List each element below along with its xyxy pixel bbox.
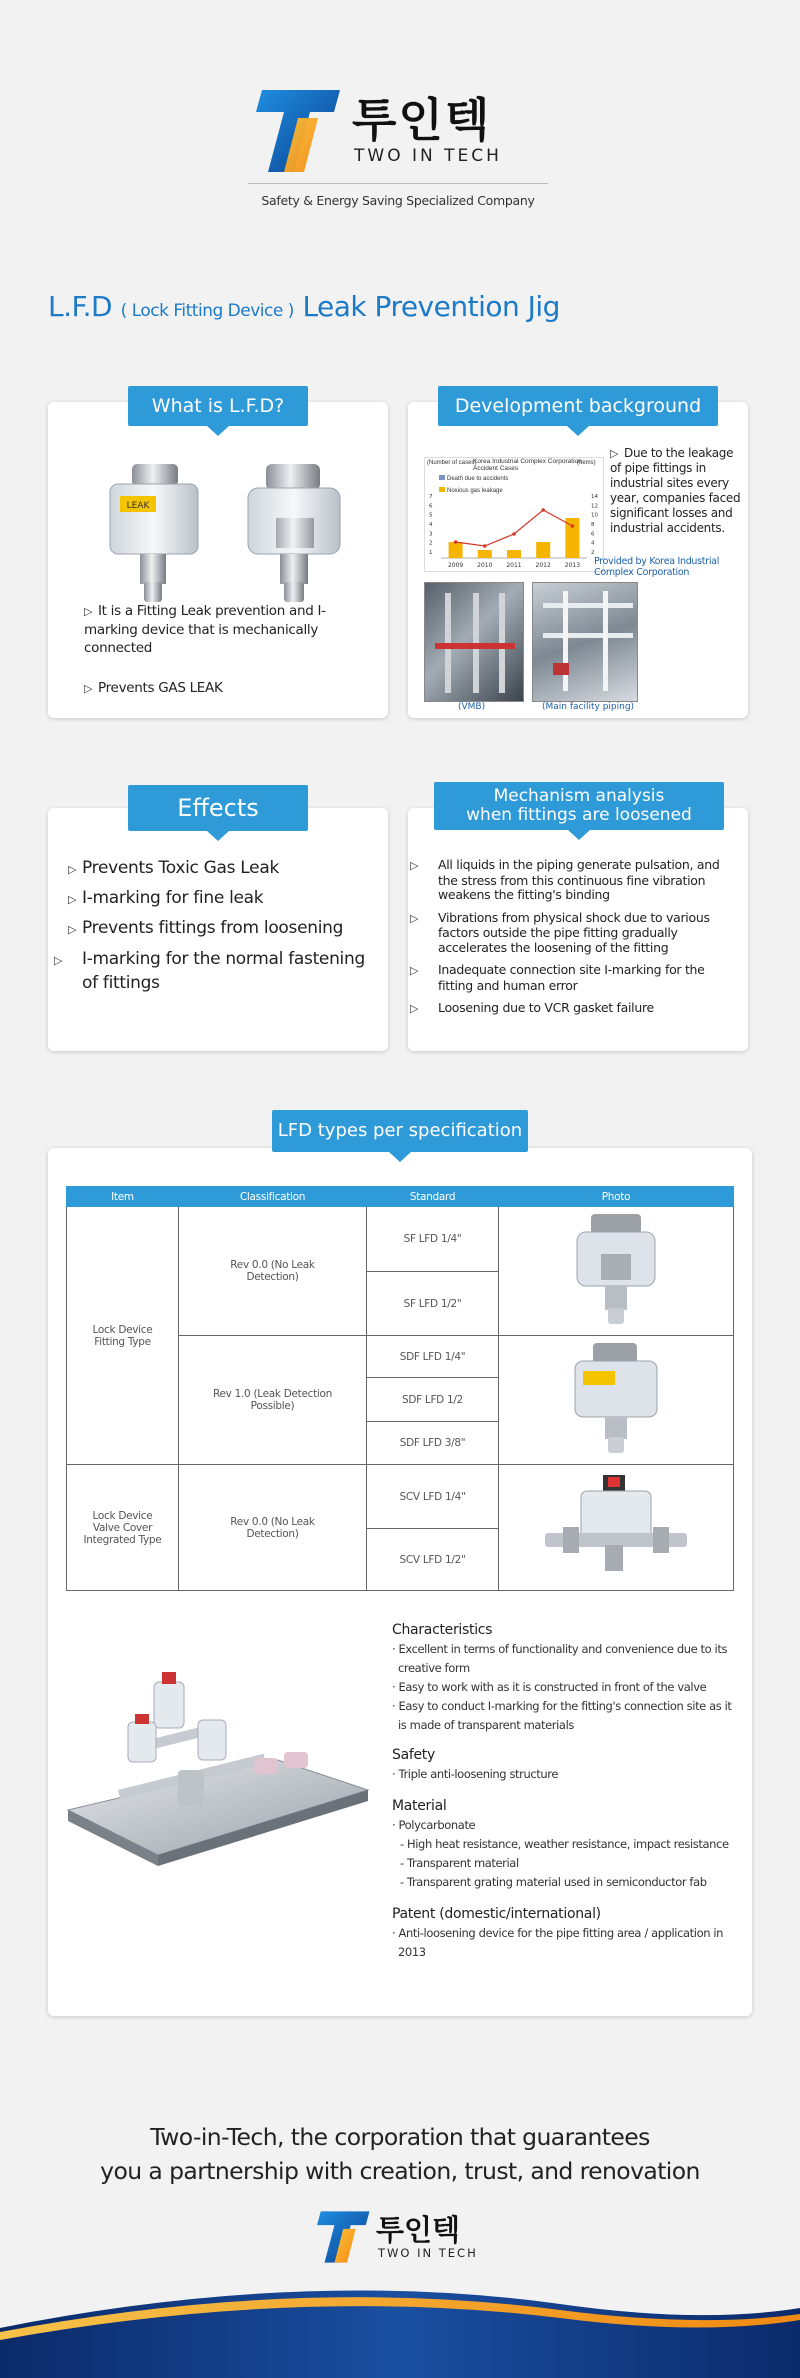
chart-bar: [565, 518, 579, 558]
std-sdf-12: SDF LFD 1/2: [367, 1378, 499, 1422]
std-sdf-14: SDF LFD 1/4": [367, 1336, 499, 1378]
y-tick-right: 10: [591, 512, 598, 519]
chart-bar: [536, 542, 550, 558]
item-valve-cover-type: Lock Device Valve Cover Integrated Type: [67, 1465, 179, 1591]
title-leak-prevention: Leak Prevention Jig: [302, 290, 560, 323]
effects-card: [48, 808, 388, 1051]
sf-lfd-photo: [551, 1210, 681, 1330]
material-item: · Polycarbonate: [392, 1818, 476, 1832]
mechanism-item-1: ▷ All liquids in the piping generate pulsation, and the stress from this continuous fine vibration weakens the fitting's binding: [410, 857, 720, 902]
y-tick-right: 8: [591, 522, 595, 528]
sdf-lfd-photo: [551, 1339, 681, 1459]
chart-bar: [507, 550, 521, 558]
material-item: - Transparent material: [400, 1856, 519, 1870]
footer-wave: [0, 2268, 800, 2378]
y-tick-right: 6: [591, 531, 595, 538]
chart-point: [512, 532, 516, 536]
footer-logo: [312, 2210, 502, 2270]
legend-leak: Noxious gas leakage: [439, 487, 503, 494]
vmb-caption: (VMB): [458, 702, 486, 712]
y-tick-left: 6: [429, 503, 433, 510]
footer-logo-english: TWO IN TECH: [378, 2246, 478, 2260]
y-tick-right: 2: [591, 550, 595, 556]
std-sdf-38: SDF LFD 3/8": [367, 1422, 499, 1465]
char-title: Characteristics: [392, 1622, 493, 1638]
x-tick-label: 2012: [535, 562, 551, 569]
what-card: [48, 402, 388, 718]
chart-bar: [478, 550, 492, 558]
leak-label: LEAK: [126, 501, 150, 511]
y-tick-left: 5: [429, 512, 433, 519]
y-tick-right: 14: [591, 494, 598, 500]
x-tick-label: 2010: [477, 562, 493, 569]
y-tick-left: 1: [429, 550, 433, 556]
patent-item: · Anti-loosening device for the pipe fitting area / application in 2013: [392, 1926, 724, 1959]
material-title: Material: [392, 1798, 447, 1814]
effect-item-4: ▷ I-marking for the normal fastening of fittings: [54, 949, 365, 993]
chart-plot: [425, 458, 605, 573]
th-item: Item: [67, 1187, 179, 1207]
x-tick-label: 2009: [447, 562, 464, 569]
effects-heading: Effects: [128, 785, 308, 831]
th-standard: Standard: [367, 1187, 499, 1207]
char-item: · Easy to work with as it is constructed in front of the valve: [392, 1680, 707, 1694]
safety-title: Safety: [392, 1747, 435, 1763]
table-header-row: [67, 1187, 734, 1207]
y-tick-left: 7: [429, 494, 433, 500]
development-card: [408, 402, 748, 718]
char-item: · Excellent in terms of functionality and convenience due to its creative form: [392, 1642, 728, 1675]
char-item: · Easy to conduct I-marking for the fitting's connection site as it is made of transparent materials: [392, 1699, 732, 1732]
material-item: - High heat resistance, weather resistance, impact resistance: [400, 1837, 729, 1851]
class-rev0-a: Rev 0.0 (No Leak Detection): [179, 1207, 367, 1336]
vmb-photo: [424, 582, 524, 702]
chart-header-left: (Number of cases): [427, 460, 477, 466]
title-lock-fitting: ( Lock Fitting Device ): [120, 301, 294, 321]
dev-source: Provided by Korea Industrial Complex Corporation: [594, 556, 720, 578]
tagline: Safety & Energy Saving Specialized Company: [261, 193, 535, 208]
logo-korean: 투인텍: [352, 93, 492, 147]
header-logo: [248, 88, 568, 178]
chart-line: [456, 510, 573, 546]
th-photo: Photo: [499, 1187, 734, 1207]
chart-title-2: Accident Cases: [473, 465, 519, 472]
patent-title: Patent (domestic/international): [392, 1906, 601, 1922]
title-lfd: L.F.D: [48, 290, 113, 323]
std-sf-12: SF LFD 1/2": [367, 1272, 499, 1336]
header-divider: [248, 183, 548, 184]
mechanism-item-3: ▷ Inadequate connection site I-marking for the fitting and human error: [410, 962, 705, 993]
chart-point: [571, 524, 575, 528]
y-tick-left: 2: [429, 540, 433, 547]
effects-list: [54, 858, 378, 994]
mechanism-list: [410, 857, 742, 1017]
std-scv-12: SCV LFD 1/2": [367, 1529, 499, 1591]
photo-cell-1: [499, 1207, 734, 1336]
characteristics: [392, 1612, 732, 1962]
photo-cell-2: [499, 1336, 734, 1465]
legend-death: Death due to accidents: [439, 475, 508, 482]
dev-text: ▷ Due to the leakage of pipe fittings in industrial sites every year, companies faced significant losses and industrial accidents.: [610, 446, 741, 535]
t-logo-icon: [312, 2210, 372, 2264]
material-item: - Transparent grating material used in semiconductor fab: [400, 1875, 707, 1889]
mechanism-item-2: ▷ Vibrations from physical shock due to various factors outside the pipe fitting gradually accelerates the loosening of the fitting: [410, 909, 710, 955]
table-row: [67, 1207, 734, 1272]
scv-lfd-photo: [541, 1471, 691, 1581]
types-card: [48, 1148, 752, 2016]
class-rev0-b: Rev 0.0 (No Leak Detection): [179, 1465, 367, 1591]
y-tick-left: 3: [429, 531, 433, 538]
chart-point: [454, 540, 458, 544]
chart-title-1: Korea Industrial Complex Corporation: [473, 458, 582, 465]
slogan-line-1: Two-in-Tech, the corporation that guarantees: [150, 2123, 650, 2151]
safety-item: · Triple anti-loosening structure: [392, 1767, 559, 1781]
development-heading: Development background: [438, 386, 718, 426]
t-logo-icon: [248, 88, 344, 174]
effect-item-1: ▷ Prevents Toxic Gas Leak: [68, 858, 280, 878]
chart-header-right: (Items): [577, 460, 596, 466]
class-rev1: Rev 1.0 (Leak Detection Possible): [179, 1336, 367, 1465]
types-heading: LFD types per specification: [272, 1110, 528, 1152]
item-fitting-type: Lock Device Fitting Type: [67, 1207, 179, 1465]
table-row: [67, 1465, 734, 1529]
mechanism-card: [408, 808, 748, 1051]
effect-item-2: ▷ I-marking for fine leak: [68, 888, 264, 908]
mechanism-item-4: ▷ Loosening due to VCR gasket failure: [410, 1000, 654, 1015]
what-point-1: ▷ It is a Fitting Leak prevention and I-marking device that is mechanically connected: [84, 603, 326, 656]
chart-point: [541, 508, 545, 512]
piping-caption: (Main facility piping): [542, 702, 635, 712]
chart-point: [483, 544, 487, 548]
x-tick-label: 2011: [506, 562, 522, 569]
photo-cell-3: [499, 1465, 734, 1591]
effect-item-3: ▷ Prevents fittings from loosening: [68, 918, 344, 938]
std-scv-14: SCV LFD 1/4": [367, 1465, 499, 1529]
mechanism-heading: Mechanism analysis when fittings are loosened: [434, 782, 724, 830]
assembly-photo: [58, 1640, 388, 1900]
std-sf-14: SF LFD 1/4": [367, 1207, 499, 1272]
chart-bar: [449, 542, 463, 558]
slogan-line-2: you a partnership with creation, trust, and renovation: [100, 2157, 700, 2185]
y-tick-right: 4: [591, 540, 595, 547]
types-table: [66, 1186, 734, 1591]
page-title: [48, 290, 560, 323]
footer-logo-korean: 투인텍: [376, 2213, 461, 2247]
main-piping-photo: [532, 582, 638, 702]
what-heading: What is L.F.D?: [128, 386, 308, 426]
y-tick-left: 4: [429, 522, 433, 528]
accident-chart: [424, 457, 604, 572]
y-tick-right: 12: [591, 503, 598, 510]
th-classification: Classification: [179, 1187, 367, 1207]
logo-english: TWO IN TECH: [354, 146, 502, 166]
lfd-device-photo: [70, 456, 370, 606]
what-point-2: ▷ Prevents GAS LEAK: [84, 680, 223, 696]
x-tick-label: 2013: [564, 562, 581, 569]
footer-slogan: [0, 2120, 800, 2188]
